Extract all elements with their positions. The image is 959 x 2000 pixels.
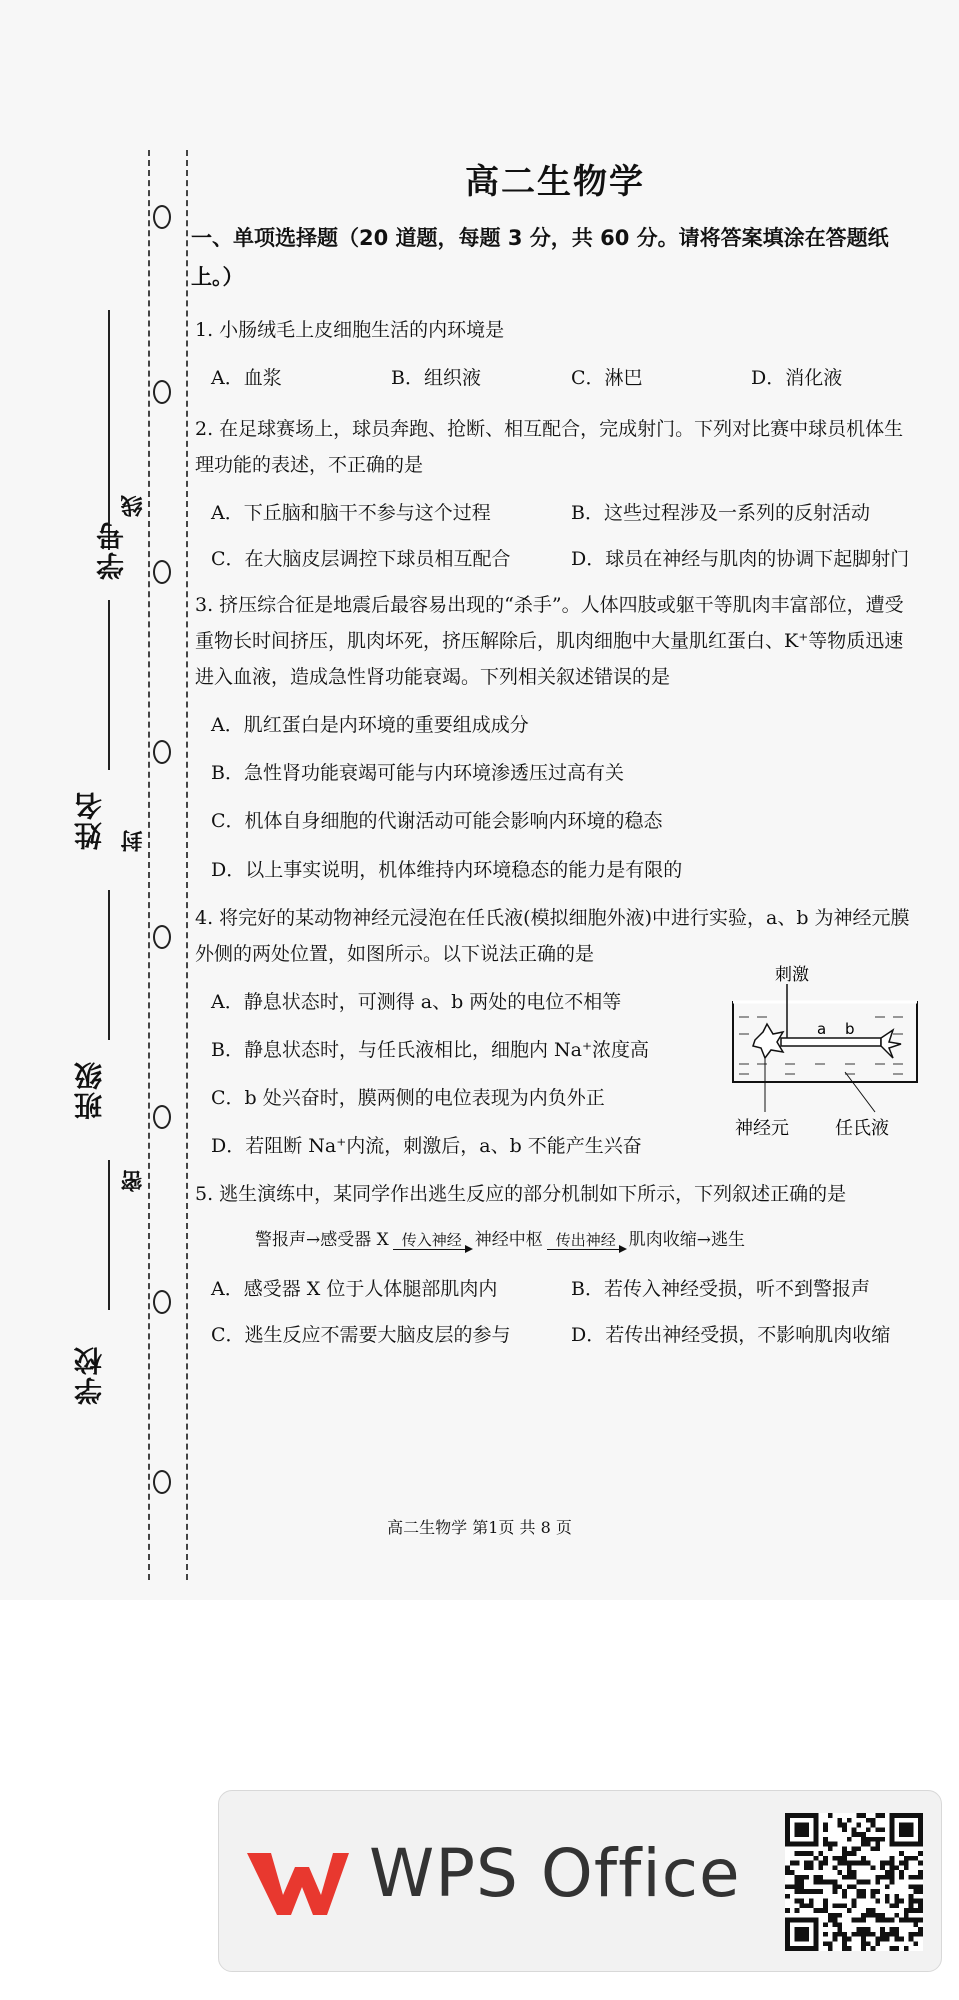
page-footer: 高二生物学 第1页 共 8 页 xyxy=(387,1518,572,1537)
question-2-options-row2 xyxy=(195,541,915,577)
option: C．逃生反应不需要大脑皮层的参与 xyxy=(211,1323,511,1346)
reflex-flow xyxy=(255,1224,915,1256)
option: A．感受器 X 位于人体腿部肌肉内 xyxy=(211,1277,498,1300)
point-a-label: a xyxy=(817,1019,827,1038)
punch-hole xyxy=(153,1470,171,1494)
punch-hole xyxy=(153,1290,171,1314)
point-b-label: b xyxy=(845,1019,855,1038)
school-line xyxy=(108,1160,110,1310)
class-label: 班级 xyxy=(73,1060,106,1120)
seal-char-line: 线 xyxy=(121,495,146,517)
question-1-options xyxy=(195,360,915,396)
arrow-icon xyxy=(393,1249,471,1250)
option: B．若传入神经受损，听不到警报声 xyxy=(571,1277,870,1300)
option: D．若阻断 Na⁺内流，刺激后，a、b 不能产生兴奋 xyxy=(211,1135,642,1158)
flow-end: 肌肉收缩→逃生 xyxy=(628,1230,746,1251)
wps-office-banner[interactable] xyxy=(218,1790,942,1972)
question-2-options-row1 xyxy=(195,495,915,531)
class-line xyxy=(108,890,110,1040)
afferent-label: 传入神经 xyxy=(401,1230,462,1249)
stimulus-label: 刺激 xyxy=(775,964,809,985)
name-line xyxy=(108,600,110,770)
question-4-block xyxy=(195,900,915,1165)
flow-center: 神经中枢 xyxy=(474,1230,543,1251)
option: C．在大脑皮层调控下球员相互配合 xyxy=(211,547,511,570)
seal-char-secret: 密 xyxy=(121,1170,146,1192)
seal-char-seal: 封 xyxy=(121,830,146,852)
exam-content xyxy=(191,150,915,1363)
student-id-line xyxy=(108,310,110,550)
question-1: 1. 小肠绒毛上皮细胞生活的内环境是 xyxy=(195,319,505,342)
option: B．静息状态时，与任氏液相比，细胞内 Na⁺浓度高 xyxy=(211,1038,649,1061)
question-3: 3. 挤压综合征是地震后最容易出现的“杀手”。人体四肢或躯干等肌肉丰富部位，遭受重物长时间挤压，肌肉坏死，挤压解除后，肌肉细胞中大量肌红蛋白、K⁺等物质迅速进入血液，造成急性肾功能衰竭。下列相关叙述错误的是 xyxy=(195,593,904,689)
name-label: 姓名 xyxy=(73,790,106,850)
option: B．组织液 xyxy=(391,367,481,390)
student-id-label: 学号 xyxy=(95,520,128,580)
wps-brand-text: WPS Office xyxy=(369,1835,741,1912)
solution-label: 任氏液 xyxy=(835,1117,889,1139)
afferent-arrow xyxy=(393,1231,471,1250)
page-title: 高二生物学 xyxy=(465,162,645,202)
punch-hole xyxy=(153,380,171,404)
option: D．消化液 xyxy=(751,367,843,390)
option: A．静息状态时，可测得 a、b 两处的电位不相等 xyxy=(211,990,622,1013)
option: C．机体自身细胞的代谢活动可能会影响内环境的稳态 xyxy=(211,810,663,833)
question-5-options-row1 xyxy=(195,1271,915,1307)
binding-dashed-line xyxy=(148,150,150,1580)
wps-logo-icon xyxy=(243,1843,353,1923)
option: A．肌红蛋白是内环境的重要组成成分 xyxy=(211,714,529,737)
arrow-icon xyxy=(547,1249,625,1250)
solution-pointer xyxy=(845,1072,875,1112)
qr-code-icon xyxy=(785,1813,923,1951)
punch-hole xyxy=(153,560,171,584)
neuron-label: 神经元 xyxy=(735,1117,789,1139)
neuron-body xyxy=(753,1024,783,1058)
punch-hole xyxy=(153,925,171,949)
question-4: 4. 将完好的某动物神经元浸泡在任氏液(模拟细胞外液)中进行实验，a、b 为神经元膜外侧的两处位置，如图所示。以下说法正确的是 xyxy=(195,906,910,965)
option: A．血浆 xyxy=(211,367,282,390)
option: D．若传出神经受损，不影响肌肉收缩 xyxy=(571,1323,891,1346)
option: B．这些过程涉及一系列的反射活动 xyxy=(571,501,870,524)
option: D．以上事实说明，机体维持内环境稳态的能力是有限的 xyxy=(211,858,683,881)
axon xyxy=(781,1038,881,1046)
binding-margin xyxy=(0,0,190,1580)
neuron-figure xyxy=(725,962,925,1152)
school-label: 学校 xyxy=(73,1345,106,1405)
option: D．球员在神经与肌肉的协调下起脚射门 xyxy=(571,547,910,570)
efferent-label: 传出神经 xyxy=(555,1230,616,1249)
binding-dashed-line xyxy=(186,150,188,1580)
question-5-options-row2 xyxy=(195,1317,915,1353)
option: C．淋巴 xyxy=(571,367,643,390)
option: B．急性肾功能衰竭可能与内环境渗透压过高有关 xyxy=(211,762,624,785)
flow-start: 警报声→感受器 X xyxy=(255,1230,389,1251)
option: A．下丘脑和脑干不参与这个过程 xyxy=(211,501,491,524)
section-heading: 一、单项选择题（20 道题，每题 3 分，共 60 分。请将答案填涂在答题纸上。） xyxy=(191,225,889,290)
efferent-arrow xyxy=(547,1231,625,1250)
question-2: 2. 在足球赛场上，球员奔跑、抢断、相互配合，完成射门。下列对比赛中球员机体生理功能的表述，不正确的是 xyxy=(195,417,904,476)
question-5: 5. 逃生演练中，某同学作出逃生反应的部分机制如下所示，下列叙述正确的是 xyxy=(195,1183,847,1206)
option: C．b 处兴奋时，膜两侧的电位表现为内负外正 xyxy=(211,1086,605,1109)
punch-hole xyxy=(153,205,171,229)
punch-hole xyxy=(153,740,171,764)
punch-hole xyxy=(153,1105,171,1129)
